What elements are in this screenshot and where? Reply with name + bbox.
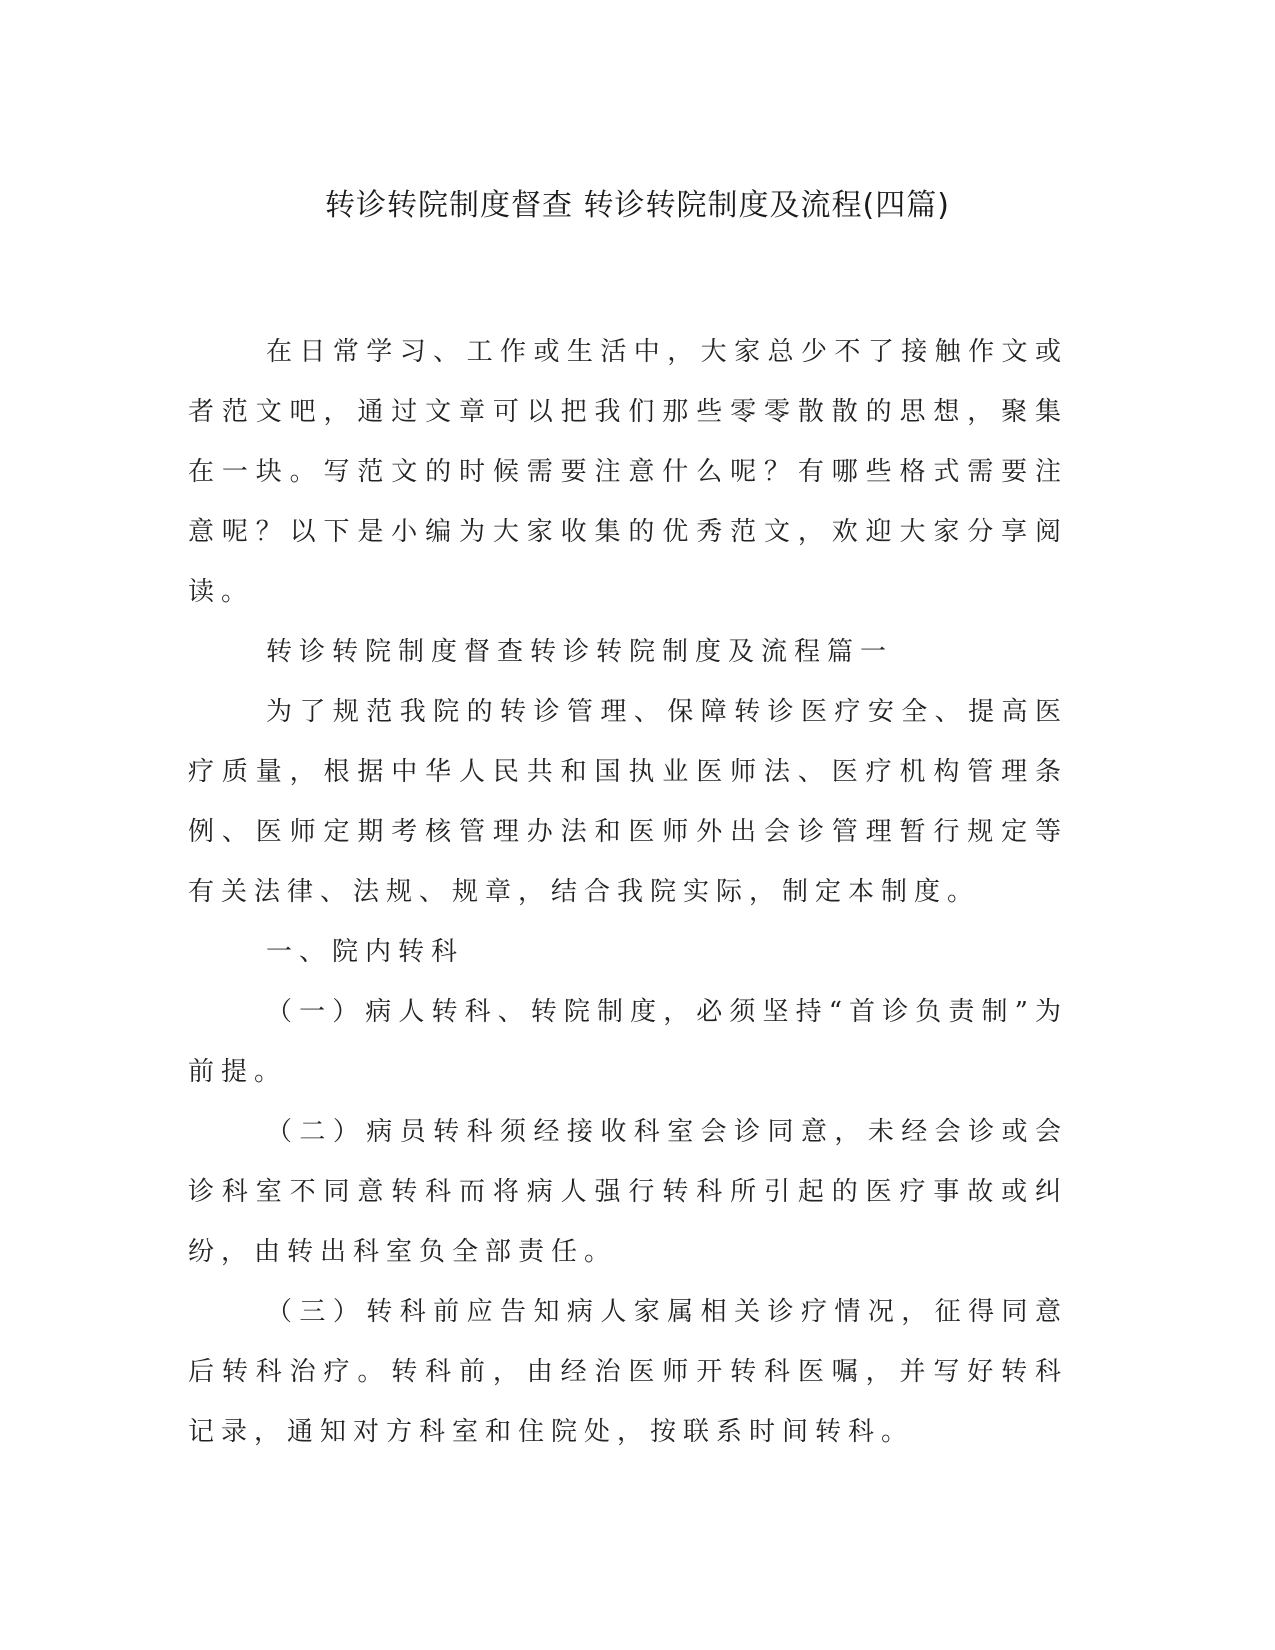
clause-two: （二）病员转科须经接收科室会诊同意，未经会诊或会诊科室不同意转科而将病人强行转科所引起的医疗事故或纠纷，由转出科室负全部责任。 (188, 1117, 1068, 1267)
section-heading-internal-transfer: 一、院内转科 (266, 937, 465, 967)
section-heading-part-one: 转诊转院制度督查转诊转院制度及流程篇一 (266, 637, 894, 667)
purpose-paragraph: 为了规范我院的转诊管理、保障转诊医疗安全、提高医疗质量，根据中华人民共和国执业医师法、医疗机构管理条例、医师定期考核管理办法和医师外出会诊管理暂行规定等有关法律、法规、规章，结合我院实际，制定本制度。 (188, 697, 1068, 907)
document-body (188, 322, 1068, 1462)
document-title: 转诊转院制度督查 转诊转院制度及流程(四篇) (325, 188, 950, 223)
clause-three: （三）转科前应告知病人家属相关诊疗情况，征得同意后转科治疗。转科前，由经治医师开转科医嘱，并写好转科记录，通知对方科室和住院处，按联系时间转科。 (188, 1297, 1068, 1447)
clause-one: （一）病人转科、转院制度，必须坚持“首诊负责制”为前提。 (188, 997, 1068, 1087)
intro-paragraph: 在日常学习、工作或生活中，大家总少不了接触作文或者范文吧，通过文章可以把我们那些零零散散的思想，聚集在一块。写范文的时候需要注意什么呢？有哪些格式需要注意呢？以下是小编为大家收集的优秀范文，欢迎大家分享阅读。 (188, 337, 1068, 607)
